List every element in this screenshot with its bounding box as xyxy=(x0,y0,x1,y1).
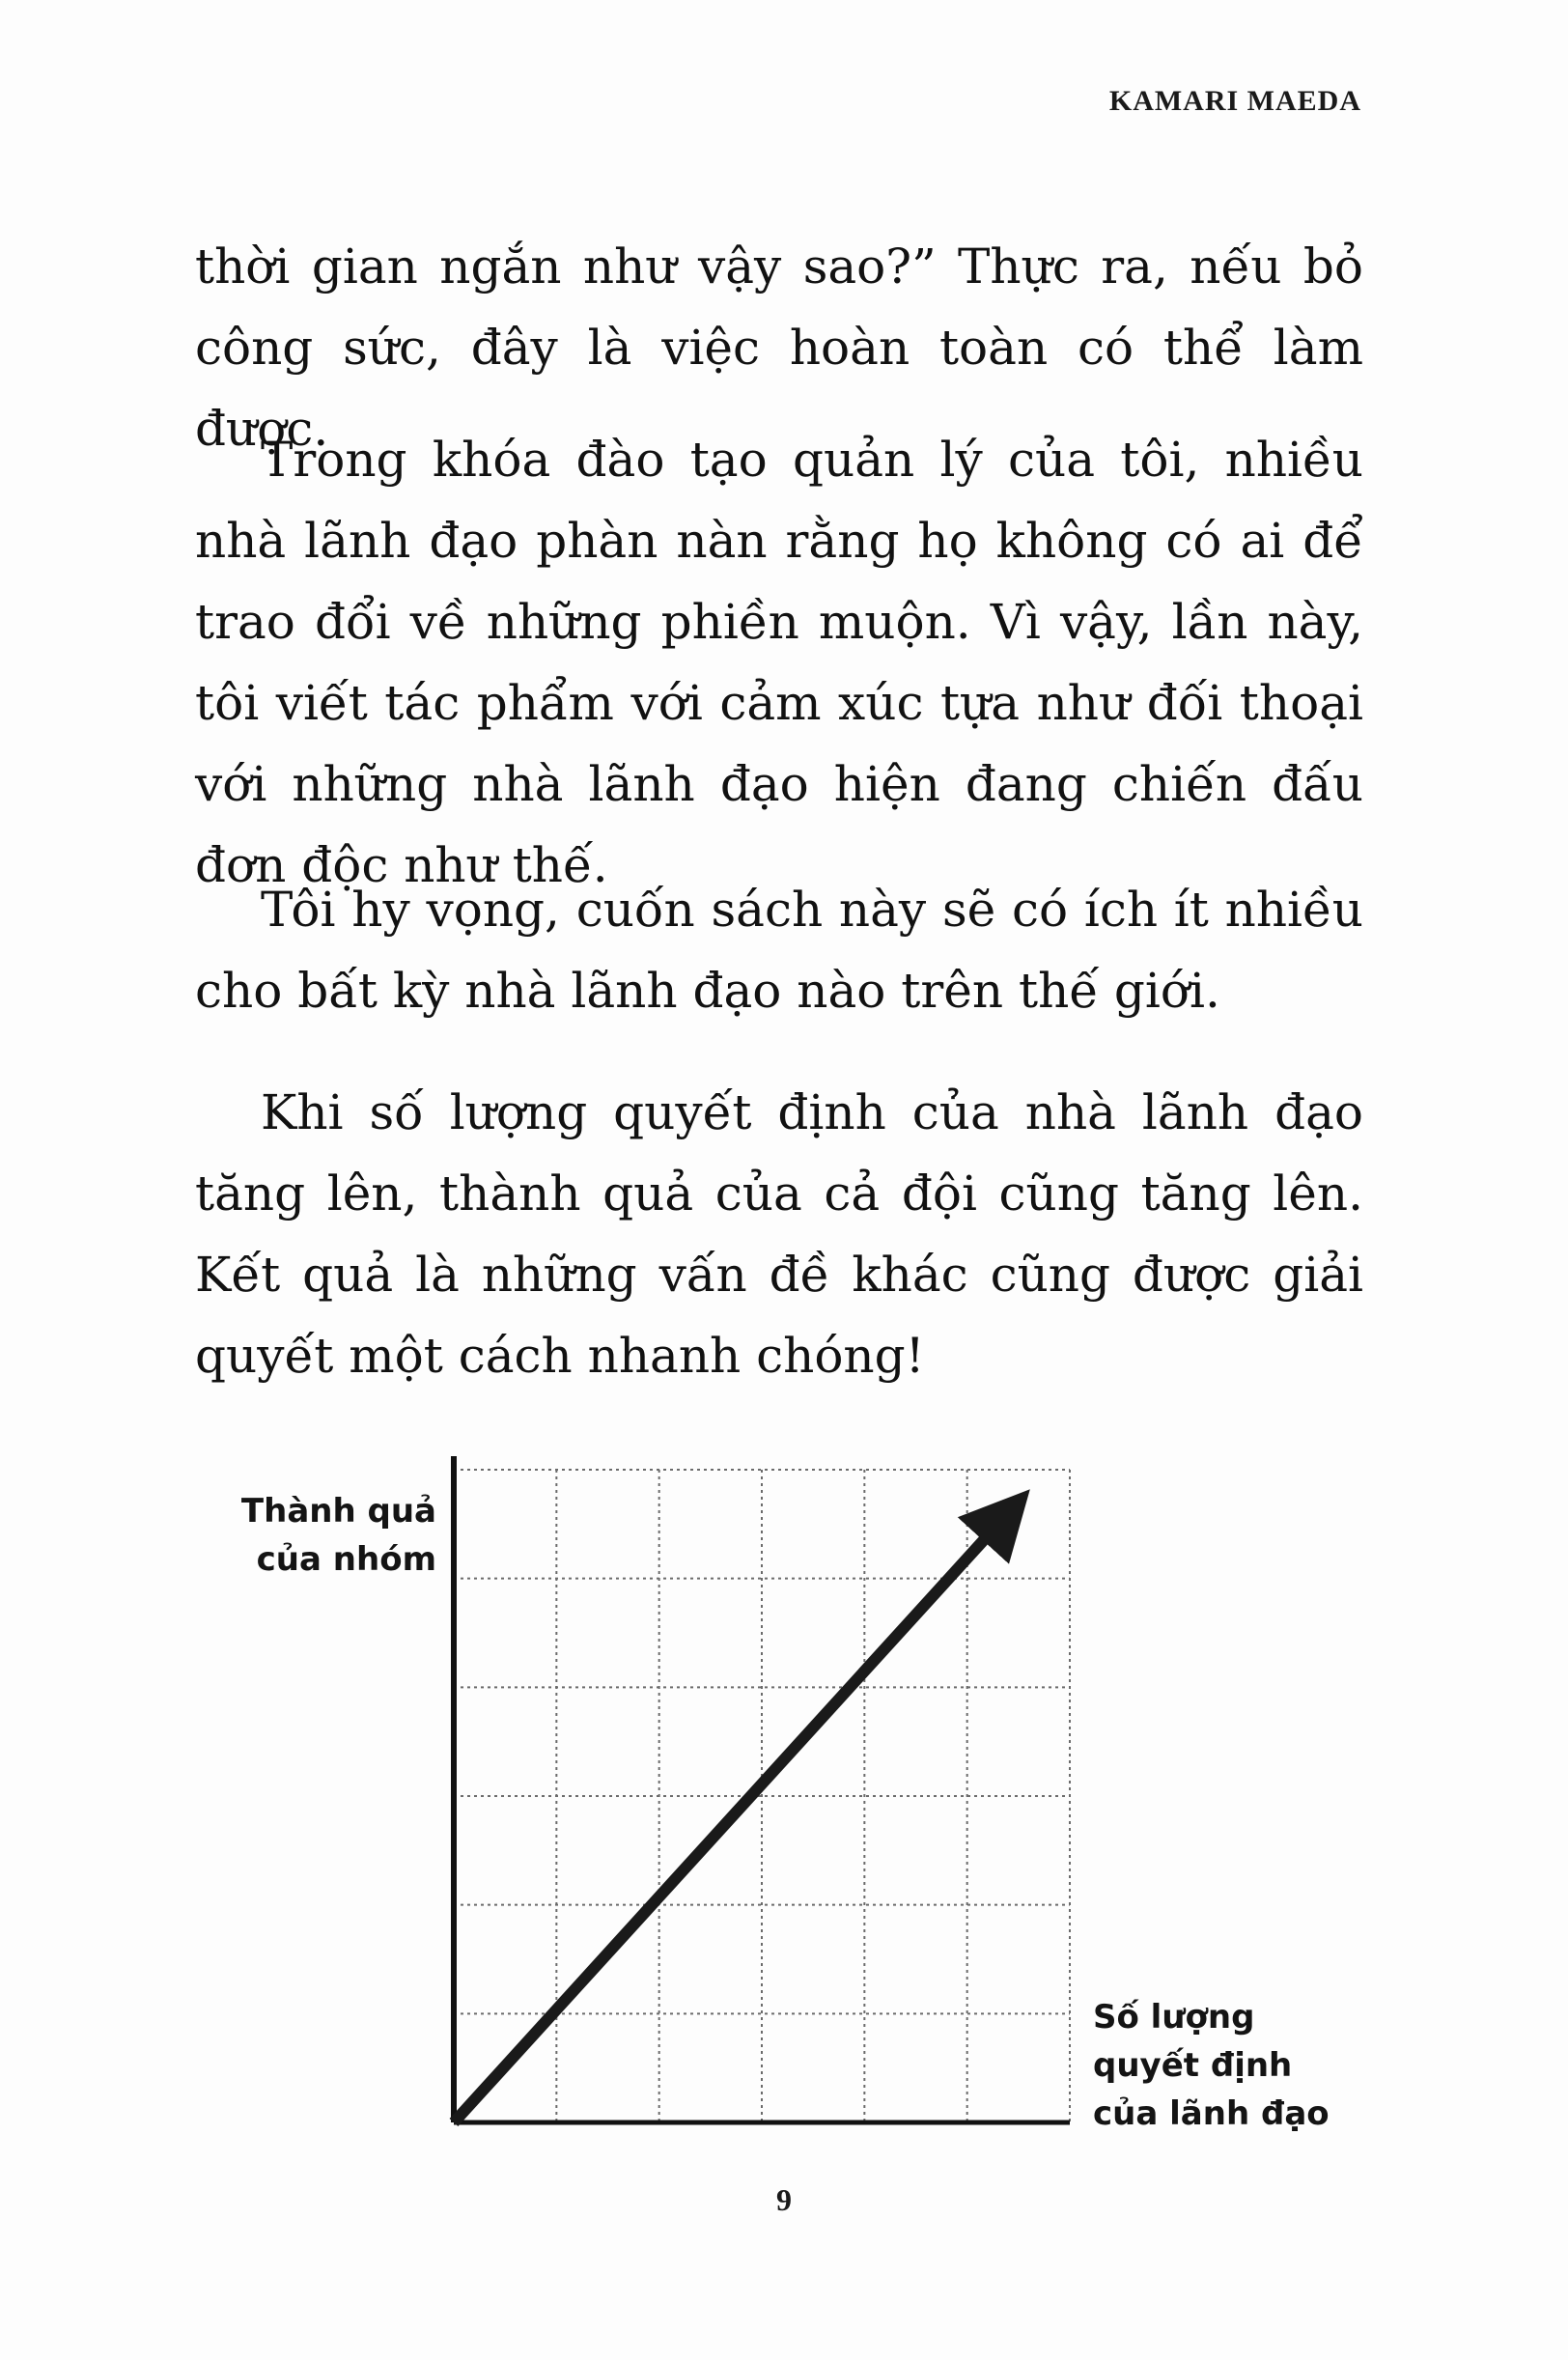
paragraph-3: Tôi hy vọng, cuốn sách này sẽ có ích ít nhiều cho bất kỳ nhà lãnh đạo nào trên thế giới. xyxy=(195,882,1363,1019)
paragraph-4: Khi số lượng quyết định của nhà lãnh đạo tăng lên, thành quả của cả đội cũng tăng lên. Kết quả là những vấn đề khác cũng được giải quyết một cách nhanh chóng! xyxy=(195,1084,1363,1384)
y-axis-label: Thành quả của nhóm xyxy=(240,1492,436,1579)
running-header-author: KAMARI MAEDA xyxy=(1108,85,1361,117)
page-number: 9 xyxy=(776,2182,792,2217)
x-axis-label: Số lượng quyết định của lãnh đạo xyxy=(1093,1998,1330,2133)
paragraph-1: thời gian ngắn như vậy sao?” Thực ra, nếu bỏ công sức, đây là việc hoàn toàn có thể làm được. xyxy=(195,239,1363,457)
paragraph-2: Trong khóa đào tạo quản lý của tôi, nhiều nhà lãnh đạo phàn nàn rằng họ không có ai để trao đổi về những phiền muộn. Vì vậy, lần này, tôi viết tác phẩm với cảm xúc tựa như đối thoại với những nhà lãnh đạo hiện đang chiến đấu đơn độc như thế. xyxy=(195,432,1363,893)
